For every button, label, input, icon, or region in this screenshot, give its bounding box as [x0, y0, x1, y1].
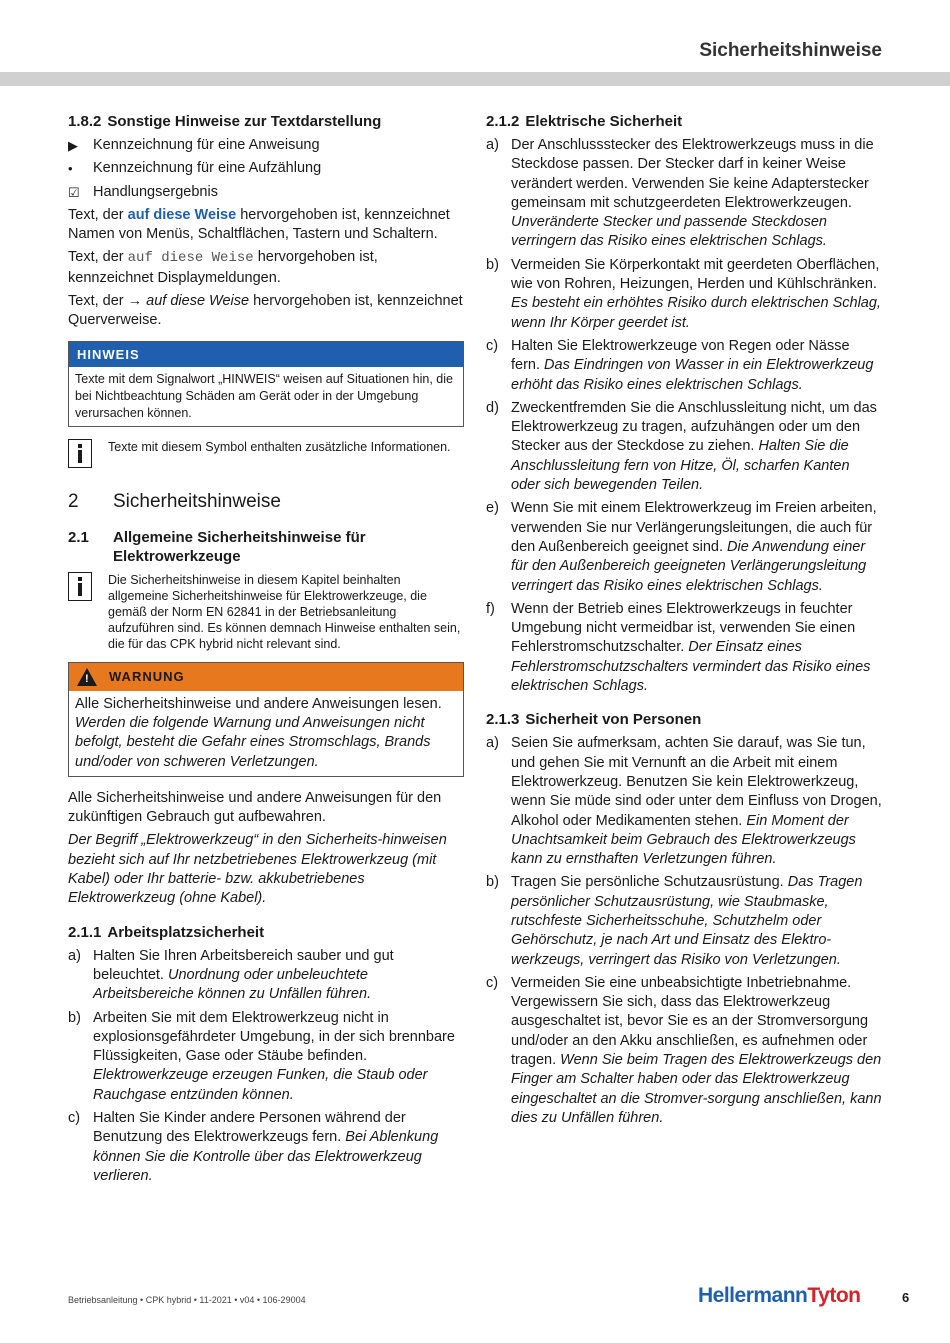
warnung-text: Alle Sicherheitshinweise und andere Anweisungen lesen. Werden die folgende Warnung und Anweisungen nicht befolgt, besteht die Gefahr eines Stromschlags, Brands und/oder von schweren Verletzungen. — [75, 695, 442, 770]
section-1-8-2-heading: 1.8.2 Sonstige Hinweise zur Textdarstellung — [68, 113, 382, 130]
triangle-bullet-icon: ▶ — [68, 138, 78, 153]
section-2-1-3-heading: 2.1.3 Sicherheit von Personen — [486, 711, 702, 729]
list-item: b) Vermeiden Sie Körperkontakt mit geerdeten Oberflächen, wie von Rohren, Heizungen, Herden und Kühlschränken. Es besteht ein erhöhtes Risiko durch elektrischen Schlag, wenn Ihr Körper geerdet ist. — [486, 256, 881, 331]
right-column — [486, 112, 882, 1132]
list-item: a) Halten Sie Ihren Arbeitsbereich sauber und gut beleuchtet. Unordnung oder unbeleuchtete Arbeitsbereiche können zu Unfällen führen. — [68, 947, 394, 1003]
section-2-1-2-heading: 2.1.2 Elektrische Sicherheit — [486, 113, 683, 130]
list-item: ☑ Handlungsergebnis — [68, 183, 464, 202]
header-bar — [0, 72, 950, 86]
paragraph: Text, der → auf diese Weise hervorgehoben ist, kennzeichnet Querverweise. — [68, 293, 463, 329]
list-item: c) Halten Sie Kinder andere Personen während der Benutzung des Elektrowerkzeugs fern. Bei Ablenkung können Sie die Kontrolle über das Elektrowerkzeug verlieren. — [68, 1110, 439, 1184]
info-note: Die Sicherheitshinweise in diesem Kapitel beinhalten allgemeine Sicherheitshinweise für Elektrowerkzeuge, die gemäß der Norm EN 62841 in der Betriebsanleitung aufzuführen sind. Es können demnach Hinweise enthalten sein, die für das CPK hybrid nicht relevant sind. — [68, 572, 464, 652]
left-column — [68, 112, 464, 1190]
list-item: f) Wenn der Betrieb eines Elektrowerkzeugs in feuchter Umgebung nicht vermeidbar ist, verwenden Sie einen Fehlerstromschutzschalter. Der Einsatz eines Fehlerstromschutzschalters vermindert das Risiko eines elektrischen Schlags. — [486, 600, 871, 695]
list-item: c) Vermeiden Sie eine unbeabsichtigte Inbetriebnahme. Vergewissern Sie sich, dass das Elektrowerkzeug ausgeschaltet ist, bevor Sie es an der Stromversorgung und/oder an den Akku anschließen, es aufnehmen oder tragen. Wenn Sie beim Tragen des Elektrowerkzeugs den Finger am Schalter haben oder das Elektrowerkzeug eingeschaltet an die Stromver-sorgung anschließen, kann dies zu Unfällen führen. — [486, 974, 882, 1126]
paragraph-bold: Alle Sicherheitshinweise und andere Anweisungen für den zukünftigen Gebrauch gut aufbewahren. — [68, 789, 442, 826]
section-2-1-1-heading: 2.1.1 Arbeitsplatzsicherheit — [68, 923, 265, 941]
list-item: b) Tragen Sie persönliche Schutzausrüstung. Das Tragen persönlicher Schutzausrüstung, wie Staubmaske, rutschfeste Sicherheitsschuhe, Schutzhelm oder Gehörschutz, je nach Art und Einsatz des Elektro-werkzeugs, verringert das Risiko von Verletzungen. — [486, 874, 863, 968]
info-note: Texte mit diesem Symbol enthalten zusätzliche Informationen. — [68, 439, 464, 468]
paragraph-italic: Der Begriff „Elektrowerkzeug“ in den Sicherheits-hinweisen bezieht sich auf Ihr netzbetriebenes Elektrowerkzeug (mit Kabel) oder Ihr batterie- bzw. akkubetriebenes Elektrowerkzeug (ohne Kabel). — [68, 832, 447, 907]
header-title: Sicherheitshinweise — [699, 40, 882, 61]
list-item: b) Arbeiten Sie mit dem Elektrowerkzeug nicht in explosionsgefährdeter Umgebung, in der sich brennbare Flüssigkeiten, Gase oder Stäube befinden. Elektrowerkzeuge erzeugen Funken, die Staub oder Rauchgase entzünden können. — [68, 1009, 455, 1103]
list-item: ▶ Kennzeichnung für eine Anweisung — [68, 136, 464, 155]
hinweis-box — [68, 341, 464, 427]
warnung-label: WARNUNG — [109, 669, 185, 685]
paragraph: Text, der auf diese Weise hervorgehoben ist, kennzeichnet Displaymeldungen. — [68, 249, 378, 286]
list-item: e) Wenn Sie mit einem Elektrowerkzeug im Freien arbeiten, verwenden Sie nur Verlängerungsleitungen, die auch für den Außenbereich geeignet sind. Die Anwendung einer für den Außenbereich geeigneten Verlängerungsleitung verringert das Risiko eines elektrischen Schlags. — [486, 500, 877, 594]
section-2-heading: 2 Sicherheitshinweise — [68, 490, 281, 512]
checkbox-icon: ☑ — [68, 184, 80, 200]
paragraph: Text, der auf diese Weise hervorgehoben ist, kennzeichnet Namen von Menüs, Schaltflächen, Tastern und Schaltern. — [68, 206, 450, 243]
warning-triangle-icon: ! — [77, 668, 97, 686]
list-item: c) Halten Sie Elektrowerkzeuge von Regen oder Nässe fern. Das Eindringen von Wasser in ein Elektrowerkzeug erhöht das Risiko eines elektrischen Schlags. — [486, 337, 874, 393]
hinweis-label: HINWEIS — [69, 342, 463, 367]
list-item: d) Zweckentfremden Sie die Anschlussleitung nicht, um das Elektrowerkzeug zu tragen, aufzuhängen oder um den Stecker aus der Steckdose zu ziehen. Halten Sie die Anschlussleitung fern von Hitze, Öl, scharfen Kanten oder sich bewegenden Teilen. — [486, 399, 877, 494]
info-icon — [68, 439, 92, 468]
footer-text: Betriebsanleitung • CPK hybrid • 11-2021 • v04 • 106-29004 — [68, 1295, 306, 1305]
arrow-icon: → — [127, 293, 143, 310]
list-item: a) Seien Sie aufmerksam, achten Sie darauf, was Sie tun, und gehen Sie mit Vernunft an die Arbeit mit einem Elektrowerkzeug. Benutzen Sie kein Elektrowerkzeug, wenn Sie müde sind oder unter dem Einfluss von Drogen, Alkohol oder Medikamenten stehen. Ein Moment der Unachtsamkeit beim Gebrauch des Elektrowerkzeugs kann zu ernsthaften Verletzungen führen. — [486, 735, 882, 868]
dot-bullet-icon: • — [68, 161, 73, 177]
page-number: 6 — [902, 1290, 910, 1305]
hellermanntyton-logo: HellermannTyton — [698, 1284, 861, 1307]
section-2-1-heading: 2.1 Allgemeine Sicherheitshinweise für Elektrowerkzeuge — [68, 528, 366, 565]
info-icon — [68, 572, 92, 601]
warnung-box — [68, 662, 464, 777]
hinweis-text: Texte mit dem Signalwort „HINWEIS“ weisen auf Situationen hin, die bei Nichtbeachtung Schäden am Gerät oder in der Umgebung verursachen können. — [75, 371, 453, 420]
list-item: a) Der Anschlussstecker des Elektrowerkzeugs muss in die Steckdose passen. Der Stecker darf in keiner Weise verändert werden. Verwenden Sie keine Adapterstecker gemeinsam mit schutzgeerdeten Elektrowerkzeugen. Unveränderte Stecker und passende Steckdosen verringern das Risiko eines elektrischen Schlags. — [486, 137, 874, 250]
warnung-header — [69, 663, 463, 691]
list-item: • Kennzeichnung für eine Aufzählung — [68, 159, 464, 178]
